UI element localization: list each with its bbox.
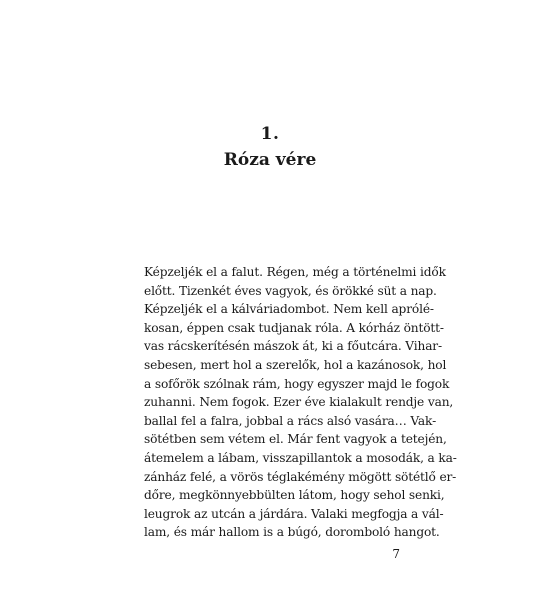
body-line: átemelem a lábam, visszapillantok a mosodák, a ka-	[144, 450, 457, 465]
body-line: sötétben sem vétem el. Már fent vagyok a tetején,	[144, 432, 447, 447]
body-line: előtt. Tizenkét éves vagyok, és örökké süt a nap.	[144, 283, 437, 298]
body-line: zánház felé, a vörös téglakémény mögött sötétlő er-	[144, 469, 457, 484]
body-line: lam, és már hallom is a búgó, doromboló hangot.	[144, 525, 440, 540]
chapter-number: 1.	[260, 124, 280, 144]
page-number: 7	[392, 547, 400, 561]
chapter-title: Róza vére	[223, 150, 317, 170]
body-line: dőre, megkönnyebbülten látom, hogy sehol senki,	[144, 488, 445, 503]
body-text	[144, 263, 457, 542]
body-line: Képzeljék el a kálváriadombot. Nem kell aprólé-	[144, 302, 434, 317]
body-line: Képzeljék el a falut. Régen, még a történelmi idők	[144, 265, 446, 279]
body-line: ballal fel a falra, jobbal a rács alsó vasára… Vak-	[144, 413, 437, 428]
body-line: kosan, éppen csak tudjanak róla. A kórház öntött-	[144, 320, 444, 335]
body-line: vas rácskerítésén mászok át, ki a főutcára. Vihar-	[144, 339, 442, 354]
body-line: sebesen, mert hol a szerelők, hol a kazánosok, hol	[144, 357, 447, 372]
body-line: zuhanni. Nem fogok. Ezer éve kialakult rendje van,	[144, 395, 454, 410]
body-line: leugrok az utcán a járdára. Valaki megfogja a vál-	[144, 506, 444, 521]
body-line: a sofőrök szólnak rám, hogy egyszer majd le fogok	[144, 376, 450, 391]
